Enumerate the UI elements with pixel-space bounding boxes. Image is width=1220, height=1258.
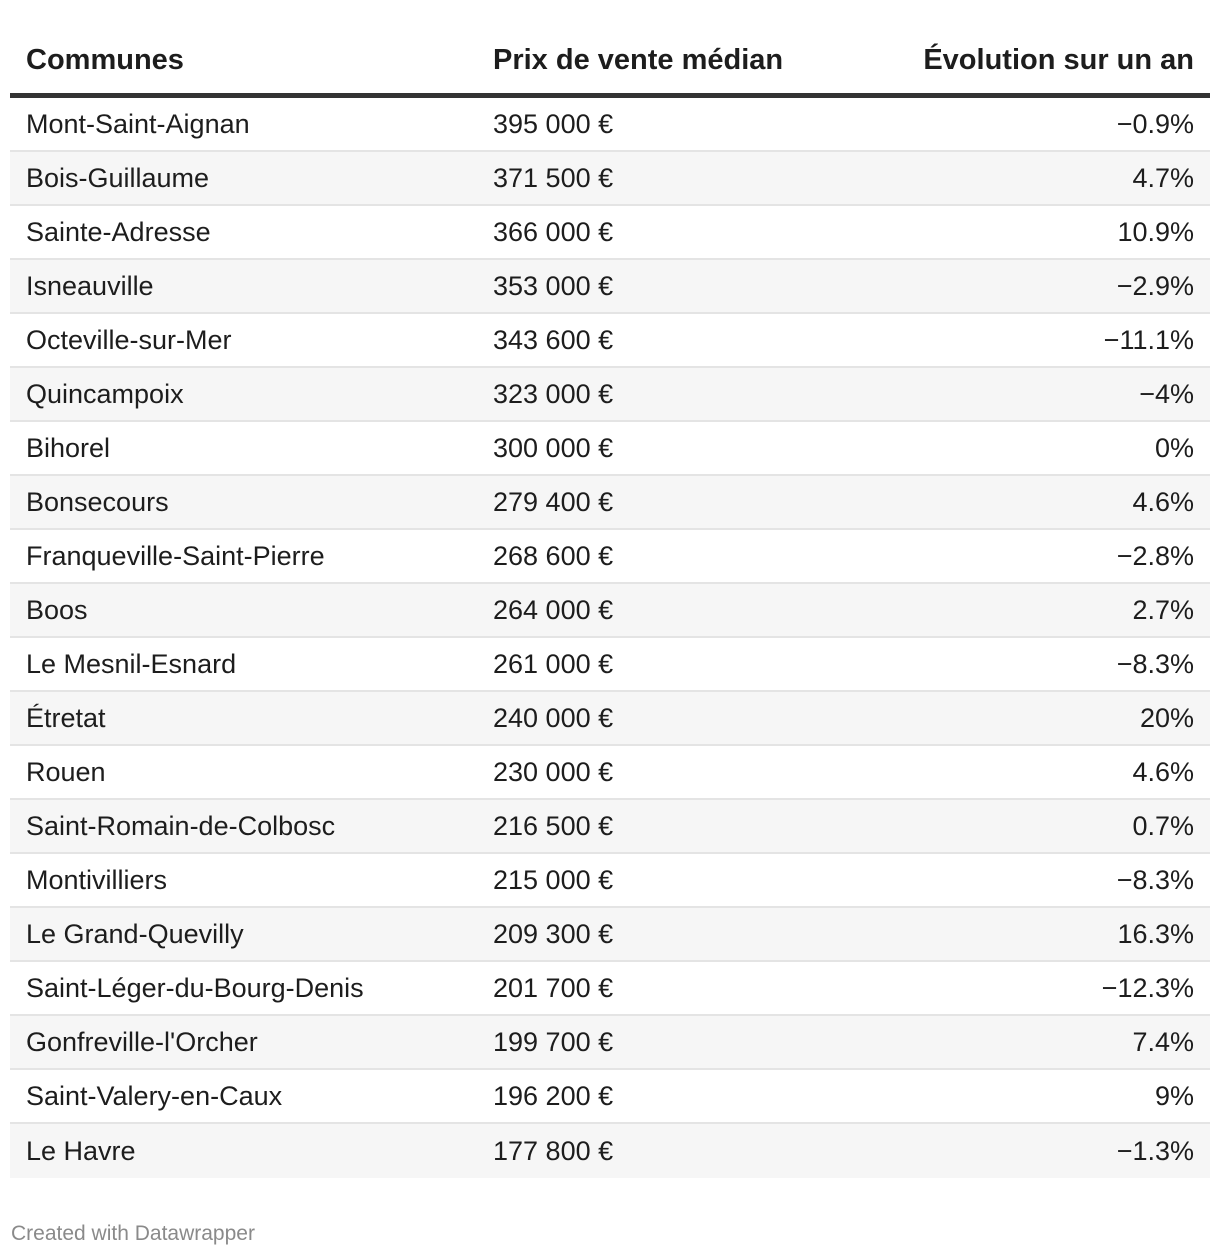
table-row (10, 314, 1210, 368)
table-row (10, 422, 1210, 476)
header-prix-median[interactable]: Prix de vente médian (493, 44, 784, 76)
cell-evolution: 2.7% (1132, 594, 1194, 625)
cell-evolution: −12.3% (1101, 972, 1194, 1003)
data-table (10, 22, 1210, 1178)
cell-commune: Saint-Valery-en-Caux (26, 1080, 283, 1111)
cell-evolution: 10.9% (1117, 216, 1194, 247)
cell-evolution: −8.3% (1116, 648, 1194, 679)
table-row (10, 1070, 1210, 1124)
table-row (10, 692, 1210, 746)
table-row (10, 1124, 1210, 1178)
cell-prix: 199 700 € (493, 1026, 614, 1057)
table-row (10, 1016, 1210, 1070)
cell-commune: Quincampoix (26, 378, 184, 409)
cell-evolution: 0.7% (1132, 810, 1194, 841)
header-evolution[interactable]: Évolution sur un an (923, 44, 1194, 76)
table-header (10, 22, 1210, 98)
cell-prix: 209 300 € (493, 918, 614, 949)
cell-prix: 323 000 € (493, 378, 614, 409)
footer-credit: Created with Datawrapper (11, 1222, 255, 1245)
cell-evolution: −2.9% (1116, 270, 1194, 301)
cell-commune: Le Havre (26, 1135, 136, 1166)
cell-commune: Bonsecours (26, 486, 169, 517)
table-body (10, 98, 1210, 1178)
table-row (10, 206, 1210, 260)
cell-evolution: −0.9% (1116, 108, 1194, 139)
cell-prix: 216 500 € (493, 810, 614, 841)
cell-commune: Saint-Léger-du-Bourg-Denis (26, 972, 364, 1003)
cell-prix: 371 500 € (493, 162, 614, 193)
cell-commune: Gonfreville-l'Orcher (26, 1026, 258, 1057)
cell-evolution: −4% (1139, 378, 1194, 409)
cell-prix: 366 000 € (493, 216, 614, 247)
table-row (10, 638, 1210, 692)
cell-prix: 353 000 € (493, 270, 614, 301)
table-row (10, 746, 1210, 800)
cell-prix: 240 000 € (493, 702, 614, 733)
cell-prix: 215 000 € (493, 864, 614, 895)
cell-evolution: 4.7% (1132, 162, 1194, 193)
cell-commune: Le Mesnil-Esnard (26, 648, 237, 679)
cell-commune: Bihorel (26, 432, 111, 463)
table-row (10, 530, 1210, 584)
cell-prix: 196 200 € (493, 1080, 614, 1111)
table-row (10, 962, 1210, 1016)
table-row (10, 584, 1210, 638)
cell-commune: Sainte-Adresse (26, 216, 211, 247)
cell-evolution: 0% (1154, 432, 1194, 463)
cell-commune: Bois-Guillaume (26, 162, 210, 193)
cell-commune: Rouen (26, 756, 106, 787)
cell-commune: Mont-Saint-Aignan (26, 108, 250, 139)
cell-prix: 264 000 € (493, 594, 614, 625)
cell-prix: 268 600 € (493, 540, 614, 571)
cell-commune: Le Grand-Quevilly (26, 918, 244, 949)
cell-evolution: −2.8% (1116, 540, 1194, 571)
cell-prix: 201 700 € (493, 972, 614, 1003)
cell-prix: 395 000 € (493, 108, 614, 139)
table-row (10, 854, 1210, 908)
cell-prix: 279 400 € (493, 486, 614, 517)
cell-evolution: −11.1% (1103, 324, 1194, 355)
cell-commune: Saint-Romain-de-Colbosc (26, 810, 336, 841)
table-row (10, 908, 1210, 962)
cell-evolution: 9% (1154, 1080, 1194, 1111)
cell-commune: Boos (26, 594, 88, 625)
cell-prix: 177 800 € (493, 1135, 614, 1166)
table-row (10, 152, 1210, 206)
table-row (10, 98, 1210, 152)
table-row (10, 476, 1210, 530)
cell-evolution: −8.3% (1116, 864, 1194, 895)
cell-evolution: 20% (1139, 702, 1194, 733)
cell-prix: 261 000 € (493, 648, 614, 679)
cell-commune: Octeville-sur-Mer (26, 324, 232, 355)
cell-evolution: 4.6% (1132, 486, 1194, 517)
table-row (10, 368, 1210, 422)
cell-evolution: 7.4% (1132, 1026, 1194, 1057)
cell-commune: Isneauville (26, 270, 154, 301)
table-row (10, 260, 1210, 314)
cell-commune: Montivilliers (26, 864, 168, 895)
header-communes[interactable]: Communes (26, 44, 184, 76)
cell-evolution: 4.6% (1132, 756, 1194, 787)
cell-commune: Franqueville-Saint-Pierre (26, 540, 325, 571)
cell-prix: 343 600 € (493, 324, 614, 355)
cell-evolution: 16.3% (1117, 918, 1194, 949)
cell-evolution: −1.3% (1116, 1135, 1194, 1166)
cell-prix: 300 000 € (493, 432, 614, 463)
cell-commune: Étretat (26, 702, 106, 733)
table-row (10, 800, 1210, 854)
cell-prix: 230 000 € (493, 756, 614, 787)
